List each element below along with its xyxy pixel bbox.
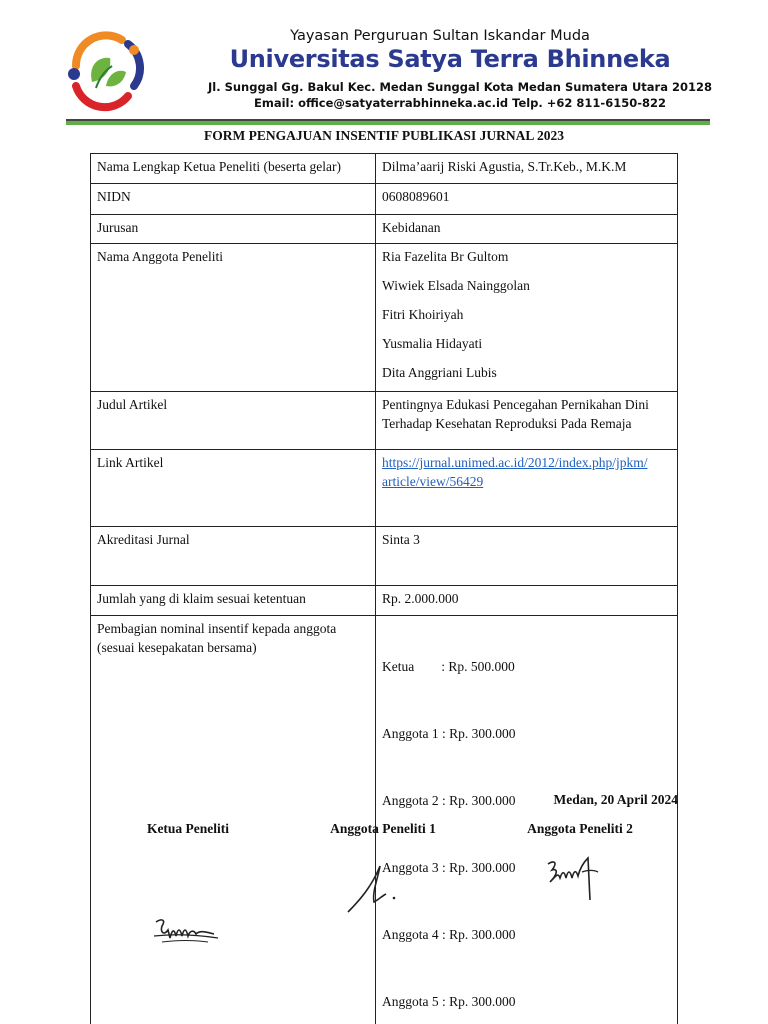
list-item: Ketua : Rp. 500.000	[382, 659, 515, 674]
university-contact: Email: office@satyaterrabhinneka.ac.id Telp. +62 811-6150-822	[254, 96, 666, 110]
list-item: Dita Anggriani Lubis	[382, 365, 497, 380]
form-title: FORM PENGAJUAN INSENTIF PUBLIKASI JURNAL 2023	[204, 128, 564, 143]
label-line: (sesuai kesepakatan bersama)	[97, 640, 257, 655]
university-logo-icon	[62, 30, 146, 114]
list-item: Yusmalia Hidayati	[382, 336, 483, 351]
field-label: NIDN	[91, 184, 376, 215]
article-title-line: Pentingnya Edukasi Pencegahan Pernikahan Dini	[382, 397, 649, 412]
signature-label-anggota-1: Anggota Peneliti 1	[330, 821, 436, 836]
field-value: Kebidanan	[376, 215, 678, 244]
signature-label-ketua: Ketua Peneliti	[146, 821, 230, 836]
university-name: Universitas Satya Terra Bhinneka	[229, 45, 671, 73]
field-label: Akreditasi Jurnal	[91, 527, 376, 586]
signature-anggota-2-icon	[544, 852, 604, 904]
article-link[interactable]: article/view/56429	[382, 474, 484, 489]
university-address: Jl. Sunggal Gg. Bakul Kec. Medan Sunggal Kota Medan Sumatera Utara 20128	[207, 80, 712, 94]
list-item: Anggota 1 : Rp. 300.000	[382, 726, 516, 741]
field-value: Dilma’aarij Riski Agustia, S.Tr.Keb., M.K.M	[376, 154, 678, 184]
table-row	[91, 616, 678, 1024]
field-value: Sinta 3	[376, 527, 678, 586]
table-row	[91, 184, 678, 215]
field-value	[376, 450, 678, 527]
table-row	[91, 586, 678, 616]
signature-anggota-1-icon	[342, 856, 412, 916]
table-row	[91, 154, 678, 184]
label-line: Pembagian nominal insentif kepada anggota	[97, 621, 337, 636]
signature-ketua-icon	[148, 912, 220, 948]
table-row	[91, 215, 678, 244]
signature-label-anggota-2: Anggota Peneliti 2	[527, 821, 633, 836]
foundation-name: Yayasan Perguruan Sultan Iskandar Muda	[290, 28, 590, 44]
article-link[interactable]: https://jurnal.unimed.ac.id/2012/index.php/jpkm/	[382, 455, 648, 470]
field-label	[91, 616, 376, 1024]
field-value: Rp. 2.000.000	[376, 586, 678, 616]
list-item: Anggota 4 : Rp. 300.000	[382, 927, 516, 942]
article-title-line: Terhadap Kesehatan Reproduksi Pada Remaja	[382, 416, 632, 431]
list-item: Anggota 3 : Rp. 300.000	[382, 860, 516, 875]
allocation-list	[376, 616, 678, 1024]
field-label: Nama Lengkap Ketua Peneliti (beserta gelar)	[91, 154, 376, 184]
list-item: Anggota 5 : Rp. 300.000	[382, 994, 516, 1009]
table-row	[91, 450, 678, 527]
letterhead	[0, 0, 768, 130]
table-row	[91, 527, 678, 586]
list-item: Anggota 2 : Rp. 300.000	[382, 793, 516, 808]
field-label: Nama Anggota Peneliti	[91, 244, 376, 392]
field-label: Link Artikel	[91, 450, 376, 527]
header-divider-green	[66, 121, 710, 125]
list-item: Fitri Khoiriyah	[382, 307, 464, 322]
table-row	[91, 244, 678, 392]
signing-date: Medan, 20 April 2024	[553, 792, 678, 807]
list-item: Wiwiek Elsada Nainggolan	[382, 278, 530, 293]
member-list	[376, 244, 678, 392]
table-row	[91, 392, 678, 450]
list-item: Ria Fazelita Br Gultom	[382, 249, 509, 264]
field-label: Jurusan	[91, 215, 376, 244]
field-value	[376, 392, 678, 450]
field-label: Judul Artikel	[91, 392, 376, 450]
field-label: Jumlah yang di klaim sesuai ketentuan	[91, 586, 376, 616]
field-value: 0608089601	[376, 184, 678, 215]
